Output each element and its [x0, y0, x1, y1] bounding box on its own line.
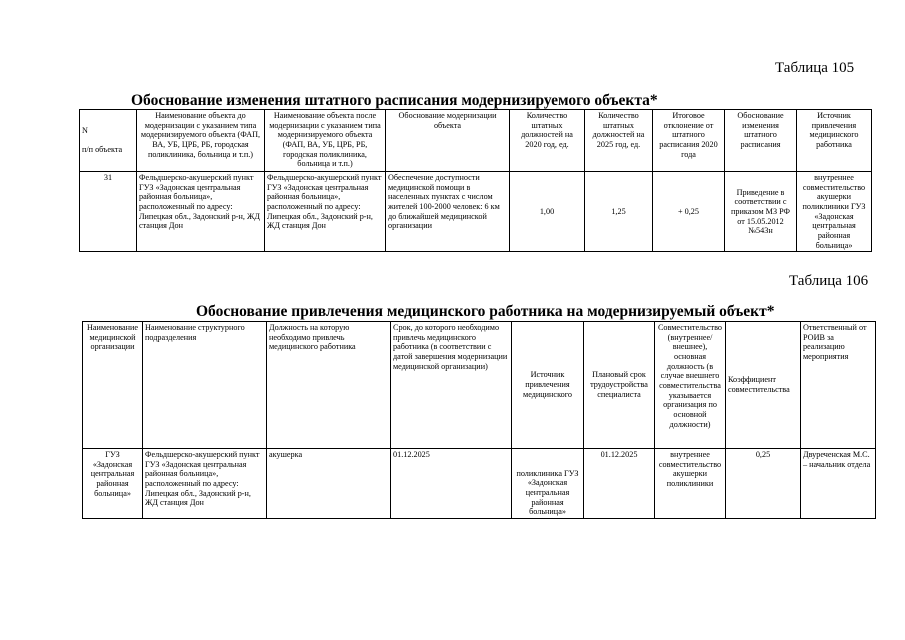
header-cell: Должность на которую необходимо привлечь медицинского работника: [267, 322, 391, 449]
table-106-header-row: [83, 322, 876, 449]
header-cell: N п/п объекта: [80, 110, 137, 172]
table-105-title: Обоснование изменения штатного расписания модернизируемого объекта*: [131, 92, 658, 109]
table-cell: Приведение в соответствии с приказом МЗ РФ от 15.05.2012 №543н: [725, 172, 797, 252]
table-cell: 1,00: [510, 172, 585, 252]
header-cell: Источник привлечения медицинского: [512, 322, 584, 449]
table-cell: поликлиника ГУЗ «Задонская центральная районная больница»: [512, 449, 584, 519]
table-cell: Фельдшерско-акушерский пункт ГУЗ «Задонская центральная районная больница», расположенный по адресу: Липецкая обл., Задонский р-н, ЖД станция Дон: [143, 449, 267, 519]
table-cell: + 0,25: [653, 172, 725, 252]
table-cell: Фельдшерско-акушерский пункт ГУЗ «Задонская центральная районная больница», расположенный по адресу: Липецкая обл., Задонский р-н, ЖД станция Дон: [137, 172, 265, 252]
header-cell: Наименование объекта после модернизации с указанием типа модернизируемого объекта (ФАП, ВА, УБ, ЦРБ, РБ, городская поликлиника, больница и т.п.): [265, 110, 386, 172]
table-cell: ГУЗ «Задонская центральная районная больница»: [83, 449, 143, 519]
header-cell: Наименование объекта до модернизации с указанием типа модернизируемого объекта (ФАП, ВА, УБ, ЦРБ, РБ, городская поликлиника, больница и т.п.): [137, 110, 265, 172]
header-cell: Количество штатных должностей на 2025 год, ед.: [585, 110, 653, 172]
header-cell: Наименование структурного подразделения: [143, 322, 267, 449]
table-cell: внутреннее совместительство акушерки поликлиники ГУЗ «Задонская центральная районная больница»: [797, 172, 872, 252]
table-cell: 0,25: [726, 449, 801, 519]
table-106-number: Таблица 106: [789, 273, 869, 289]
table-cell: внутреннее совместительство акушерки поликлиники: [655, 449, 726, 519]
header-cell: Коэффициент совместительства: [726, 322, 801, 449]
table-cell: акушерка: [267, 449, 391, 519]
table-cell: Фельдшерско-акушерский пункт ГУЗ «Задонская центральная районная больница», расположенный по адресу: Липецкая обл., Задонский р-н, ЖД станция Дон: [265, 172, 386, 252]
table-105: [79, 109, 872, 252]
header-cell: Количество штатных должностей на 2020 год, ед.: [510, 110, 585, 172]
header-cell: Плановый срок трудоустройства специалиста: [584, 322, 655, 449]
header-cell: Ответственный от РОИВ за реализацию мероприятия: [801, 322, 876, 449]
table-106-title: Обоснование привлечения медицинского работника на модернизируемый объект*: [196, 303, 775, 320]
table-105-number: Таблица 105: [775, 60, 855, 76]
header-cell: Срок, до которого необходимо привлечь медицинского работника (в соответствии с датой завершения модернизации медицинской организации): [391, 322, 512, 449]
header-cell: Совместительство (внутреннее/внешнее), основная должность (в случае внешнего совместительства указывается организация по основной должности): [655, 322, 726, 449]
table-row: [80, 172, 872, 252]
table-cell: Обеспечение доступности медицинской помощи в населенных пунктах с числом жителей 100-2000 человек: 6 км до ближайшей медицинской организации: [386, 172, 510, 252]
header-cell: Обоснование изменения штатного расписания: [725, 110, 797, 172]
table-105-header-row: [80, 110, 872, 172]
header-cell: Источник привлечения медицинского работника: [797, 110, 872, 172]
table-cell: 31: [80, 172, 137, 252]
table-cell: 01.12.2025: [391, 449, 512, 519]
table-cell: Двуреченская М.С. – начальник отдела: [801, 449, 876, 519]
header-cell: Наименование медицинской организации: [83, 322, 143, 449]
table-106: [82, 321, 876, 519]
table-row: [83, 449, 876, 519]
table-cell: 1,25: [585, 172, 653, 252]
header-cell: Обоснование модернизации объекта: [386, 110, 510, 172]
header-cell: Итоговое отклонение от штатного расписания 2020 года: [653, 110, 725, 172]
table-cell: 01.12.2025: [584, 449, 655, 519]
